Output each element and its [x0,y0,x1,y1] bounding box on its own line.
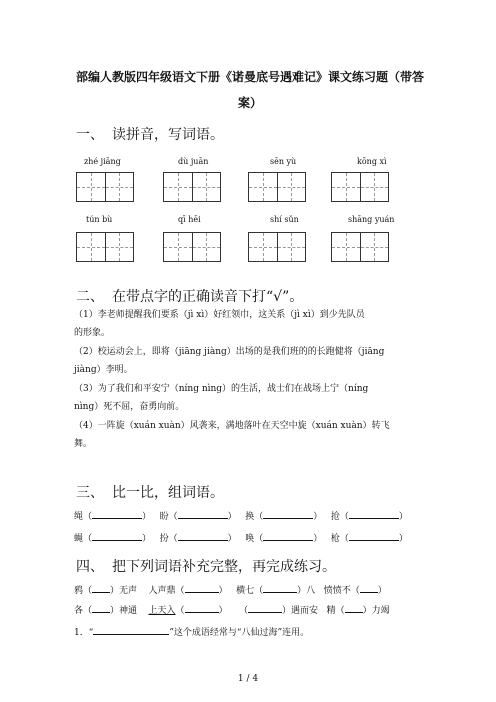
answer-blank[interactable] [92,530,142,541]
answer-blank[interactable] [360,582,378,593]
idiom-part: ） [218,586,228,596]
pinyin: tún bù [86,215,113,224]
idiom-part: 人声鼎（ [148,586,185,596]
writing-grid[interactable] [331,172,389,202]
title-line-2: 案） [237,96,262,110]
section-3-heading [76,482,224,502]
idiom-part: ）力竭 [362,606,390,616]
idiom-part: 精（ [326,606,345,616]
pinyin: sēn yù [270,157,297,166]
idiom-part-underlined: 上天入 [148,606,176,616]
question-text: jiàng）李明。 [74,365,133,375]
answer-blank[interactable] [92,602,110,613]
writing-grid[interactable] [331,232,389,262]
writing-grid[interactable] [248,232,306,262]
char: 蝇 [74,534,84,544]
idiom-part: ）神通 [110,606,138,616]
idiom-part: ） [377,586,387,596]
section-text: 读拼音，写词语。 [112,127,224,143]
writing-grid[interactable] [248,172,306,202]
question-prefix: 1．“ [74,628,94,638]
word-row: 蝇（ ） 扮（ ） 唤（ ） 枪（ ） [74,530,408,544]
writing-grid[interactable] [163,172,221,202]
section-number: 一、 [76,127,104,143]
char: 盼 [159,512,169,522]
pinyin: kōng xì [357,157,387,166]
section-number: 四、 [76,559,104,575]
answer-blank[interactable] [248,602,282,613]
idiom-part: 各（ [74,606,93,616]
answer-blank[interactable] [263,582,297,593]
question-text: （3）为了我们和平安宁（níng nìng）的生活，战士们在战场上宁（níng [74,384,369,394]
question-text: nìng）死不屈，奋勇向前。 [74,402,185,412]
answer-blank[interactable] [93,624,169,635]
answer-blank[interactable] [349,530,399,541]
char: 唤 [245,534,255,544]
answer-blank[interactable] [349,508,399,519]
pinyin: qī hēi [178,215,201,224]
question-text: 舞。 [74,439,93,449]
writing-grid[interactable] [76,172,134,202]
page-number: 1 / 4 [237,674,259,684]
pinyin: dù juān [178,157,209,166]
char: 换 [245,512,255,522]
answer-blank[interactable] [178,508,228,519]
section-text: 在带点字的正确读音下打“√”。 [112,289,304,305]
answer-blank[interactable] [185,582,219,593]
idiom-part: ） [218,606,228,616]
answer-blank[interactable] [185,602,219,613]
char: 抢 [330,512,340,522]
section-1-heading [76,124,224,144]
idiom-part: 鸦（ [74,586,93,596]
page-title [60,64,440,116]
section-4-heading [76,556,336,576]
idiom-part: （ [238,606,248,616]
section-text: 比一比，组词语。 [112,485,224,501]
answer-blank[interactable] [263,530,313,541]
char: 绳 [74,512,84,522]
answer-blank[interactable] [263,508,313,519]
title-line-1: 部编人教版四年级语文下册《诺曼底号遇难记》课文练习题（带答 [75,70,424,84]
idiom-part: ）无声 [110,586,138,596]
char: 枪 [330,534,340,544]
answer-blank[interactable] [345,602,363,613]
question-suffix: ”这个成语经常与“八仙过海”连用。 [169,628,310,638]
question-text: （2）校运动会上，即将（jiāng jiàng）出场的是我们班的的长跑健将（jiāng [74,347,385,357]
idiom-part: ）遇而安 [282,606,319,616]
char: 扮 [159,534,169,544]
pinyin: shāng yuán [348,215,395,224]
idiom-part: ）八 [297,586,316,596]
section-number: 二、 [76,289,104,305]
section-number: 三、 [76,485,104,501]
answer-blank[interactable] [178,530,228,541]
question-line [74,624,309,638]
question-text: 的形象。 [74,328,111,338]
word-row: 绳（ ） 盼（ ） 换（ ） 抢（ ） [74,508,408,522]
idiom-row [74,602,390,616]
idiom-part: （ [175,606,185,616]
pinyin: zhé jiāng [84,157,121,166]
idiom-part: 横七（ [236,586,264,596]
idiom-row [74,582,387,596]
writing-grid[interactable] [76,232,134,262]
section-2-heading [76,286,303,306]
question-text: （1）李老师提醒我们要系（jì xì）好红领巾，这关系（jì xì）到少先队员 [74,310,365,320]
answer-blank[interactable] [92,582,110,593]
idiom-part: 愤愤不（ [323,586,360,596]
writing-grid[interactable] [163,232,221,262]
section-text: 把下列词语补充完整，再完成练习。 [112,559,336,575]
pinyin: shí sǔn [270,215,299,224]
question-text: （4）一阵旋（xuán xuàn）风袭来，满地落叶在天空中旋（xuán xuàn）转飞 [74,421,390,431]
answer-blank[interactable] [92,508,142,519]
